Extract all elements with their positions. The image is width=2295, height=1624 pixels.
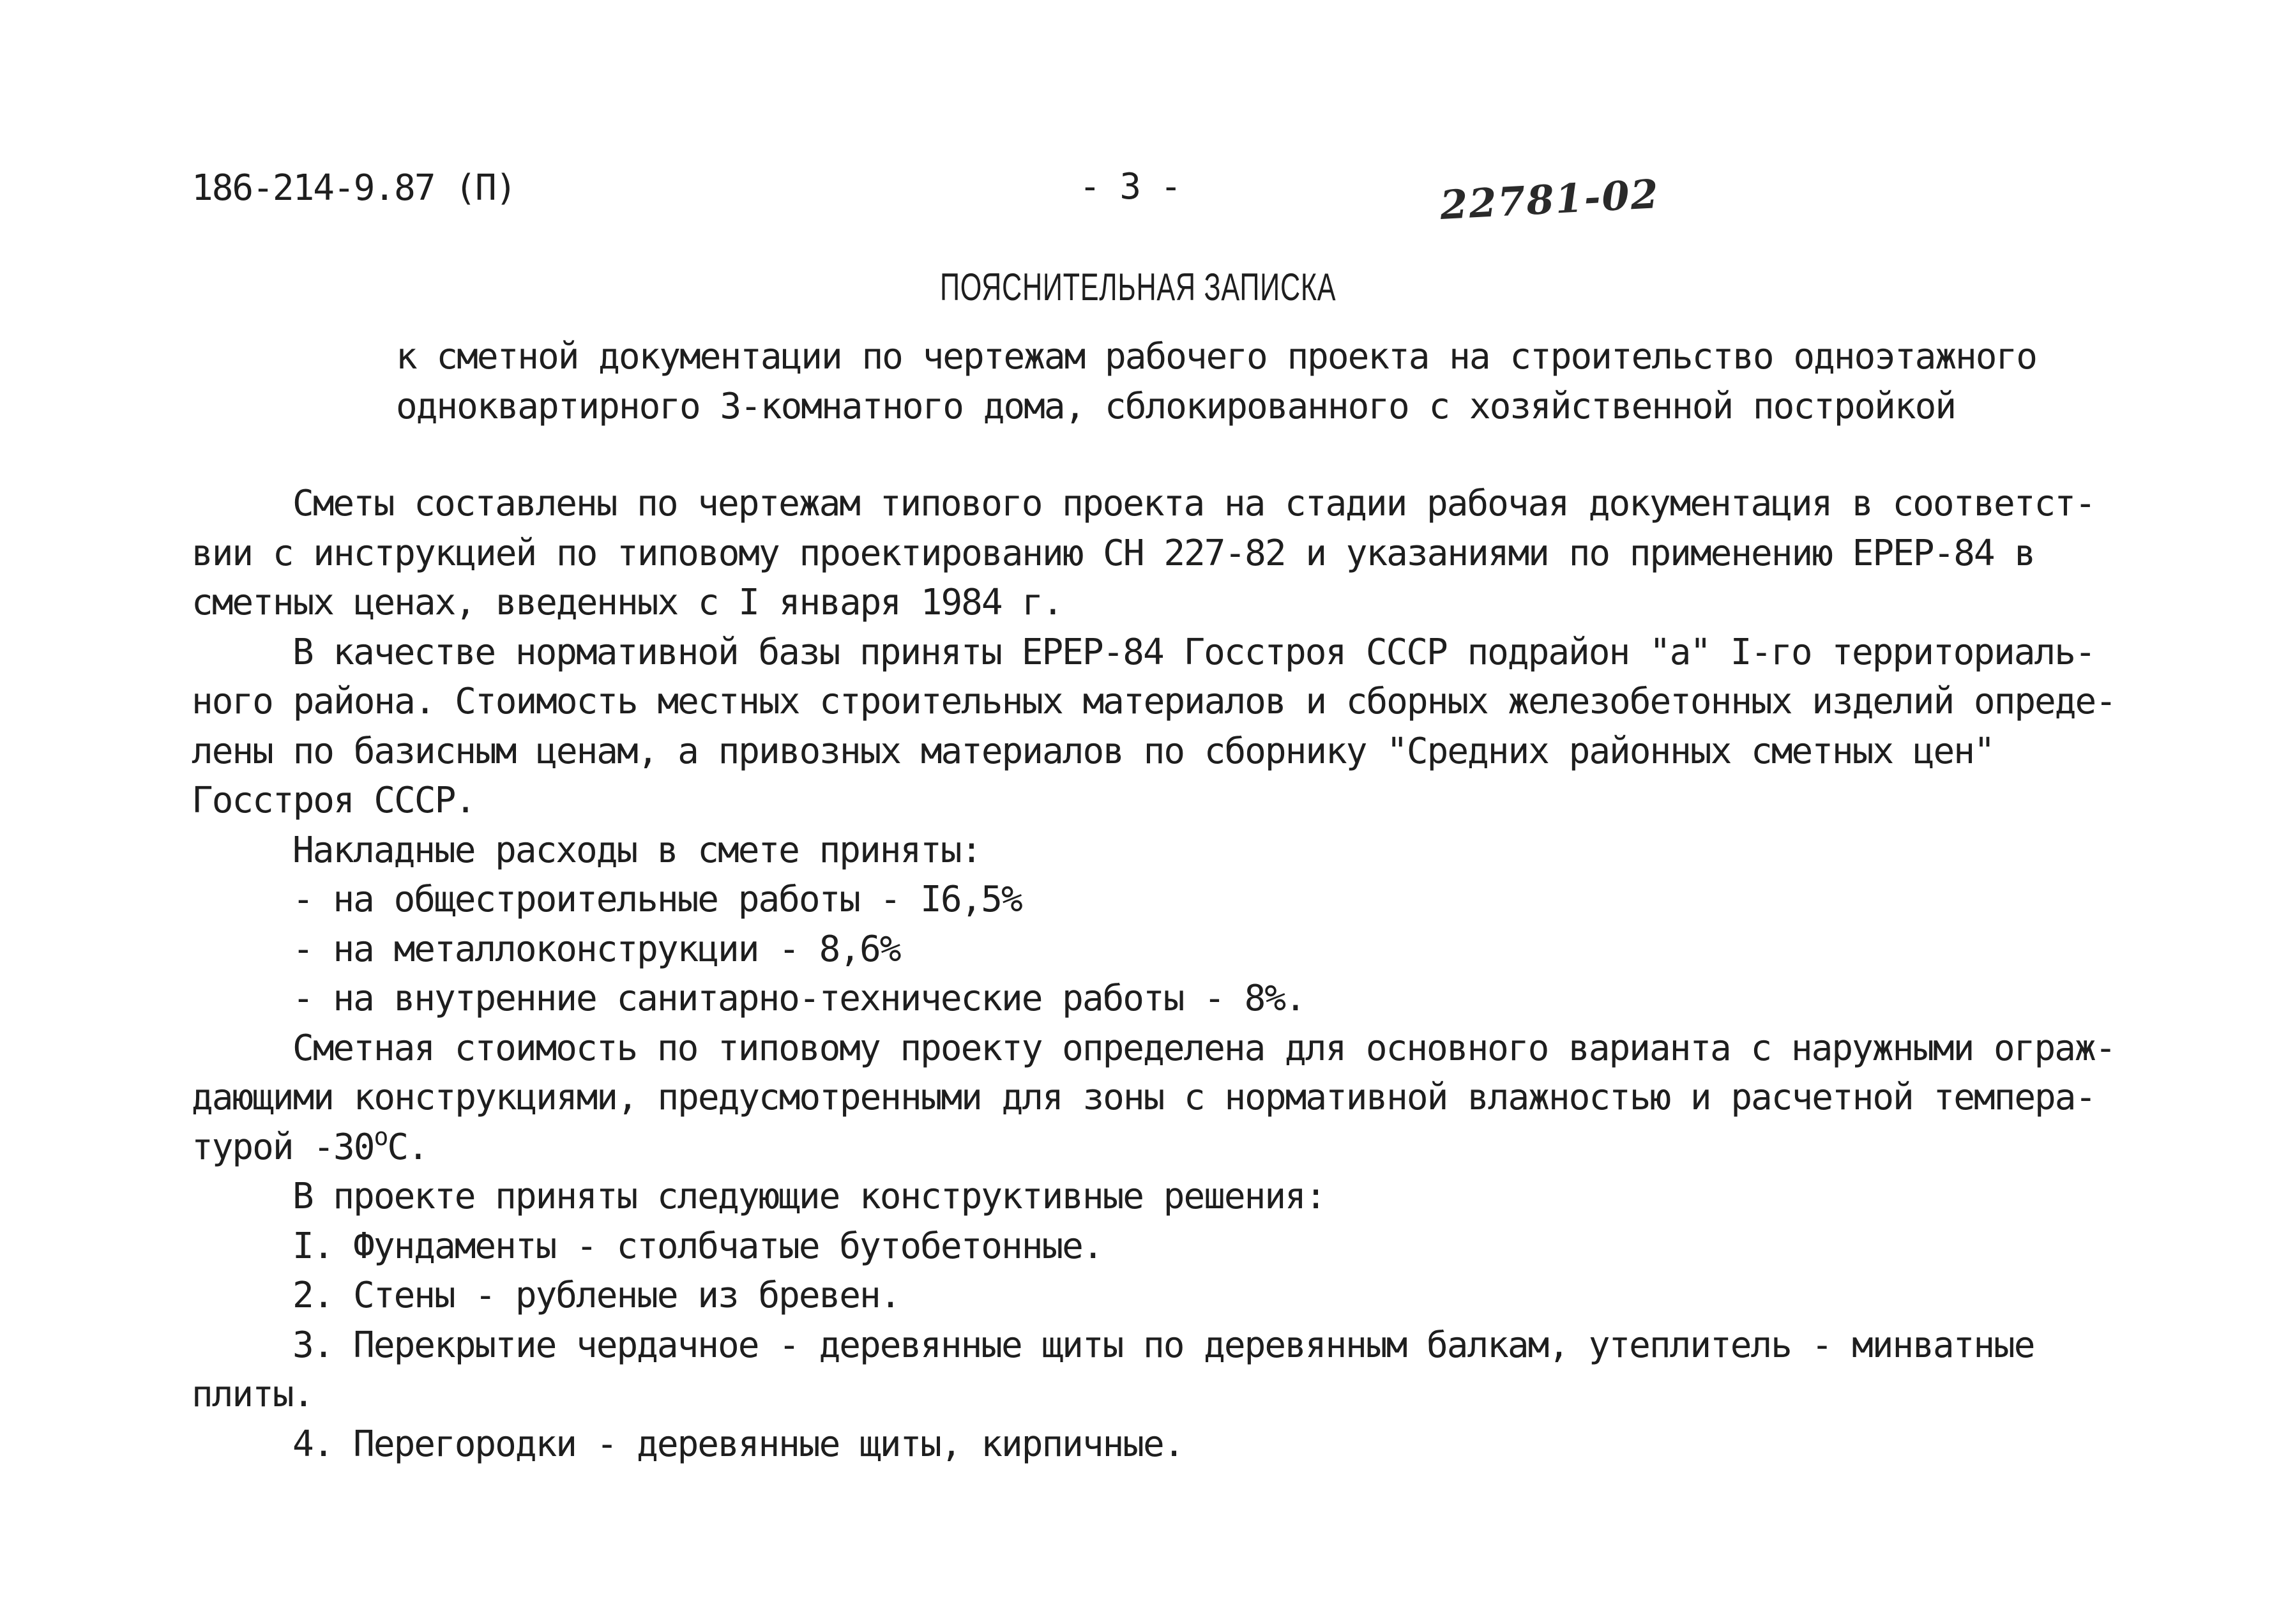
body-line: лены по базисным ценам, а привозных материалов по сборнику "Средних районных сметных цен" xyxy=(192,730,1994,772)
page-number: - 3 - xyxy=(1079,166,1181,208)
document-title: ПОЯСНИТЕЛЬНАЯ ЗАПИСКА xyxy=(940,266,1337,308)
list-item: - на внутренние санитарно-технические работы - 8%. xyxy=(292,978,1305,1019)
body-line: плиты. xyxy=(192,1374,314,1415)
body-line xyxy=(192,1123,2116,1172)
degree-superscript: о xyxy=(374,1122,388,1151)
body-line: Госстроя СССР. xyxy=(192,780,476,821)
list-item: - на металлоконструкции - 8,6% xyxy=(292,928,900,970)
subtitle-line: одноквартирного 3-комнатного дома, сблокированного с хозяйственной постройкой xyxy=(396,385,1956,427)
document-body xyxy=(192,479,2116,1469)
list-item: 4. Перегородки - деревянные щиты, кирпичные. xyxy=(292,1423,1184,1465)
list-item: 2. Стены - рубленые из бревен. xyxy=(292,1275,900,1316)
subtitle-line: к сметной документации по чертежам рабочего проекта на строительство одноэтажного xyxy=(396,336,2036,377)
handwritten-registration-number: 22781-02 xyxy=(1439,171,1661,229)
body-line: В качестве нормативной базы приняты ЕРЕР-84 Госстроя СССР подрайон "а" I-го территориаль- xyxy=(292,631,2095,673)
body-line: В проекте приняты следующие конструктивные решения: xyxy=(292,1176,1326,1217)
body-line: дающими конструкциями, предусмотренными для зоны с нормативной влажностью и расчетной темпера- xyxy=(192,1077,2096,1118)
document-code: 186-214-9.87 (П) xyxy=(192,167,516,209)
list-item: - на общестроительные работы - I6,5% xyxy=(292,879,1022,920)
list-item: I. Фундаменты - столбчатые бутобетонные. xyxy=(292,1225,1103,1267)
body-line: ного района. Стоимость местных строительных материалов и сборных железобетонных изделий опреде- xyxy=(192,681,2116,722)
temperature-unit: С. xyxy=(387,1126,428,1168)
body-line: Накладные расходы в смете приняты: xyxy=(292,829,981,871)
document-subtitle xyxy=(396,332,2036,431)
body-line: Сметы составлены по чертежам типового проекта на стадии рабочая документация в соответст- xyxy=(292,483,2095,524)
temperature-text: турой -30 xyxy=(192,1126,374,1168)
body-line: Сметная стоимость по типовому проекту определена для основного варианта с наружными ограж- xyxy=(292,1027,2116,1069)
body-line: сметных ценах, введенных с I января 1984 г. xyxy=(192,582,1063,623)
list-item: 3. Перекрытие чердачное - деревянные щиты по деревянным балкам, утеплитель - минватные xyxy=(292,1324,2034,1366)
body-line: вии с инструкцией по типовому проектированию СН 227-82 и указаниями по применению ЕРЕР-84 в xyxy=(192,532,2035,574)
